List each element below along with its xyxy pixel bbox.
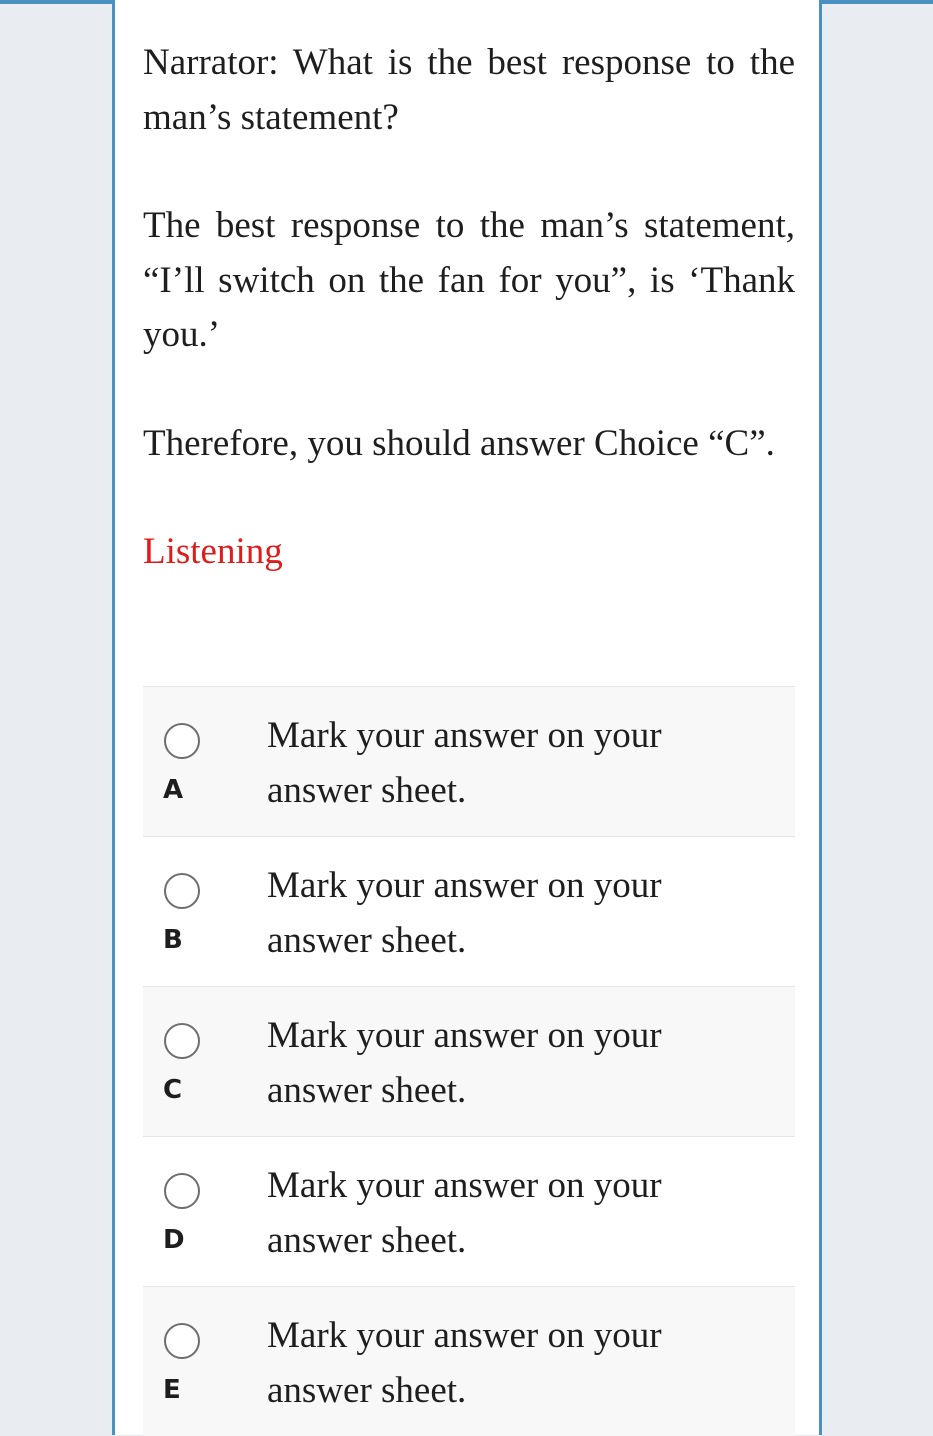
radio-circle-icon[interactable] xyxy=(164,1323,200,1359)
option-letter: E xyxy=(163,1375,181,1405)
option-text: Mark your answer on your answer sheet. xyxy=(267,865,662,961)
option-a[interactable] xyxy=(143,686,795,836)
explanation-text: The best response to the man’s statement, “I’ll switch on the fan for you”, is ‘Thank you.’ xyxy=(143,205,795,355)
option-e[interactable] xyxy=(143,1286,795,1436)
radio-circle-icon[interactable] xyxy=(164,1023,200,1059)
option-c[interactable] xyxy=(143,986,795,1136)
option-text: Mark your answer on your answer sheet. xyxy=(267,1015,662,1111)
radio-circle-icon[interactable] xyxy=(164,873,200,909)
option-letter: B xyxy=(163,925,183,955)
option-letter: C xyxy=(163,1075,183,1105)
section-title-listening: Listening xyxy=(143,531,283,572)
answer-options xyxy=(143,686,795,1436)
option-d[interactable] xyxy=(143,1136,795,1286)
option-b[interactable] xyxy=(143,836,795,986)
option-letter: A xyxy=(163,775,184,805)
option-letter: D xyxy=(163,1225,185,1255)
option-text: Mark your answer on your answer sheet. xyxy=(267,1315,662,1411)
narrator-question: Narrator: What is the best response to the man’s statement? xyxy=(143,42,795,138)
radio-circle-icon[interactable] xyxy=(164,723,200,759)
question-panel xyxy=(112,0,822,1435)
option-text: Mark your answer on your answer sheet. xyxy=(267,1165,662,1261)
option-text: Mark your answer on your answer sheet. xyxy=(267,715,662,811)
conclusion-text: Therefore, you should answer Choice “C”. xyxy=(143,422,775,464)
radio-circle-icon[interactable] xyxy=(164,1173,200,1209)
question-content xyxy=(143,36,795,632)
